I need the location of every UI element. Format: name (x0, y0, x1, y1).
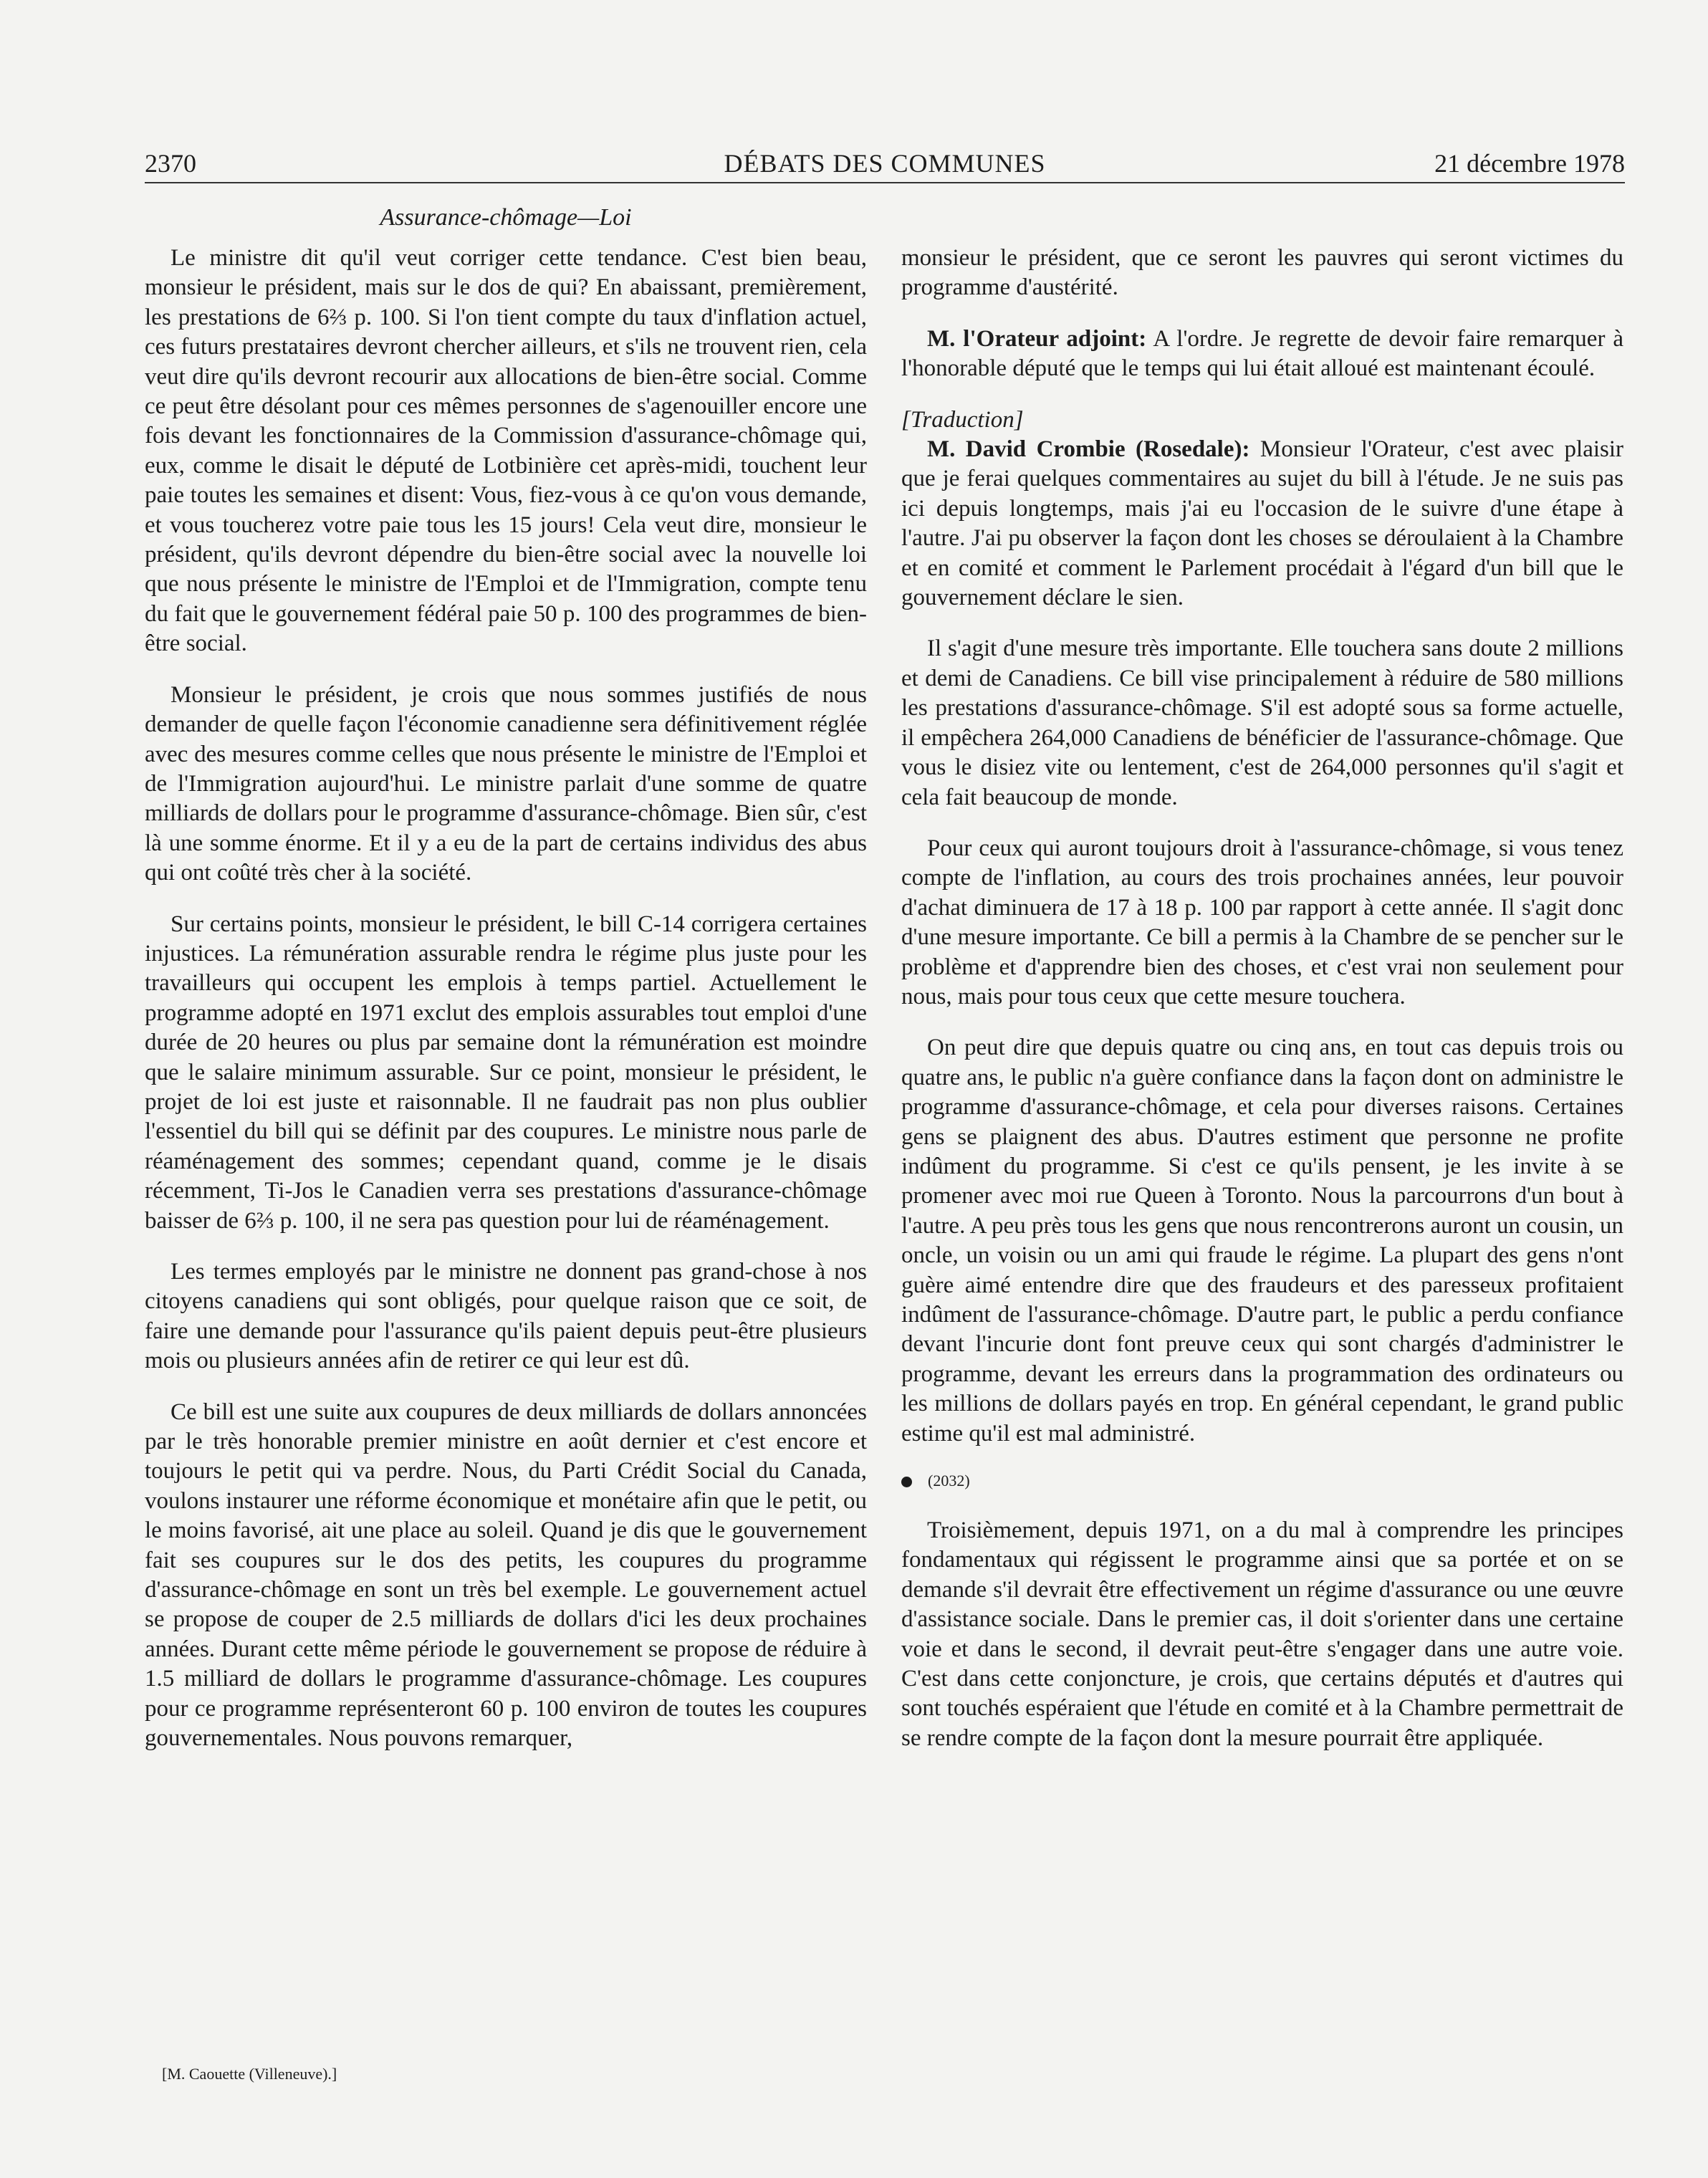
paragraph: On peut dire que depuis quatre ou cinq ans, en tout cas depuis trois ou quatre ans, le public n'a guère confiance dans la façon dont on administre le programme d'assurance-chômage, et cela pour diverses raisons. Certaines gens se plaignent des abus. D'autres estiment que personne ne profite indûment du programme. Si c'est ce qu'ils pensent, je les invite à se promener avec moi rue Queen à Toronto. Nous la parcourrons d'un bout à l'autre. A peu près tous les gens que nous rencontrerons auront un cousin, un oncle, un voisin ou un ami qui fraude le régime. La plupart des gens n'ont guère aimé entendre dire que des fraudeurs et des paresseux profitaient indûment de l'assurance-chômage. D'autre part, le public a perdu confiance devant l'incurie dont font preuve ceux qui sont chargés d'administrer le programme, devant les erreurs dans la programmation des ordinateurs ou les millions de dollars payés en trop. En général cependant, le grand public estime qu'il est mal administré. (901, 1035, 1623, 1447)
speaker-text: Monsieur l'Orateur, c'est avec plaisir que je ferai quelques commentaires au sujet du bill à l'étude. Je ne suis pas ici depuis longtemps, mais j'ai eu l'occasion de le suivre d'une étape à l'autre. J'ai pu observer la façon dont les choses se déroulaient à la Chambre et en comité et comment le Parlement procédait à l'égard d'un bill que le gouvernement déclare le sien. (901, 436, 1624, 611)
speaker-name: M. l'Orateur adjoint: (927, 325, 1147, 352)
speaker-paragraph (901, 325, 1623, 384)
paragraph: Le ministre dit qu'il veut corriger cette tendance. C'est bien beau, monsieur le président, mais sur le dos de qui? En abaissant, premièrement, les prestations de 6⅔ p. 100. Si l'on tient compte du taux d'inflation actuel, ces futurs prestataires devront chercher ailleurs, et s'ils ne trouvent rien, cela veut dire qu'ils devront recourir aux allocations de bien-être social. Comme ce peut être désolant pour ces mêmes personnes de s'agenouiller encore une fois devant les fonctionnaires de la Commission d'assurance-chômage qui, eux, comme le disait le député de Lotbinière cet après-midi, touchent leur paie toutes les semaines et disent: Vous, fiez-vous à ce qu'on vous demande, et vous toucherez votre paie tous les 15 jours! Cela veut dire, monsieur le président, qu'ils devront dépendre du bien-être social avec la nouvelle loi que nous présente le ministre de l'Emploi et de l'Immigration, compte tenu du fait que le gouvernement fédéral paie 50 p. 100 des programmes de bien-être social. (145, 245, 867, 657)
right-column (901, 244, 1623, 1753)
page-header (145, 146, 1625, 181)
translation-tag: [Traduction] (901, 406, 1024, 433)
left-column (145, 244, 867, 1754)
page-number: 2370 (145, 149, 196, 178)
speaker-paragraph (901, 435, 1623, 613)
paragraph: Les termes employés par le ministre ne donnent pas grand-chose à nos citoyens canadiens qui sont obligés, pour quelque raison que ce soit, de faire une demande pour l'assurance qu'ils paient depuis peut-être plusieurs mois ou plusieurs années afin de retirer ce qui leur est dû. (145, 1259, 867, 1374)
speaker-text: A l'ordre. Je regrette de devoir faire remarquer à l'honorable député que le temps qui lui était alloué est maintenant écoulé. (901, 325, 1624, 382)
paragraph-continued: monsieur le président, que ce seront les pauvres qui seront victimes du programme d'austérité. (901, 245, 1623, 301)
time-marker-label: (2032) (928, 1472, 970, 1490)
speaker-footnote: [M. Caouette (Villeneuve).] (162, 2065, 337, 2083)
publication-date: 21 décembre 1978 (1434, 149, 1625, 178)
publication-title: DÉBATS DES COMMUNES (724, 149, 1046, 178)
paragraph: Pour ceux qui auront toujours droit à l'assurance-chômage, si vous tenez compte de l'inflation, au cours des trois prochaines années, leur pouvoir d'achat diminuera de 17 à 18 p. 100 par rapport à cette année. Il s'agit donc d'une mesure importante. Ce bill a permis à la Chambre de se pencher sur le problème et d'apprendre bien des choses, et c'est vrai non seulement pour nous, mais pour tous ceux que cette mesure touchera. (901, 835, 1623, 1009)
paragraph: Sur certains points, monsieur le président, le bill C-14 corrigera certaines injustices. La rémunération assurable rendra le régime plus juste pour les travailleurs qui occupent les emplois à temps partiel. Actuellement le programme adopté en 1971 exclut des emplois assurables tout emploi d'une durée de 20 heures ou plus par semaine dont la rémunération est moindre que le salaire minimum assurable. Sur ce point, monsieur le président, le projet de loi est juste et raisonnable. Il ne faudrait pas non plus oublier l'essentiel du bill qui se définit par des coupures. Le ministre nous parle de réaménagement des sommes; cependant quand, comme je le disais récemment, Ti-Jos le Canadien verra ses prestations d'assurance-chômage baisser de 6⅔ p. 100, il ne sera pas question pour lui de réaménagement. (145, 911, 867, 1234)
paragraph: Troisièmement, depuis 1971, on a du mal à comprendre les principes fondamentaux qui régissent le programme ainsi que sa portée et on se demande s'il devrait être effectivement un régime d'assurance ou une œuvre d'assistance sociale. Dans le premier cas, il doit s'orienter dans une certaine voie et dans le second, il devrait peut-être s'engager dans une autre voie. C'est dans cette conjoncture, je crois, que certains députés et d'autres qui sont touchés espéraient que l'étude en comité et à la Chambre permettrait de se rendre compte de la façon dont la mesure pourrait être appliquée. (901, 1517, 1623, 1751)
time-marker (901, 1470, 1623, 1492)
paragraph: Monsieur le président, je crois que nous sommes justifiés de nous demander de quelle façon l'économie canadienne sera définitivement réglée avec des mesures comme celles que nous présente le ministre de l'Emploi et de l'Immigration aujourd'hui. Le ministre parlait d'une somme de quatre milliards de dollars pour le programme d'assurance-chômage. Bien sûr, c'est là une somme énorme. Et il y a eu de la part de certains individus des abus qui ont coûté très cher à la société. (145, 681, 867, 886)
bullet-icon (901, 1477, 912, 1487)
speaker-name: M. David Crombie (Rosedale): (927, 436, 1250, 463)
paragraph: Ce bill est une suite aux coupures de deux milliards de dollars annoncées par le très honorable premier ministre en août dernier et c'est encore et toujours le petit qui va perdre. Nous, du Parti Crédit Social du Canada, voulons instaurer une réforme économique et monétaire afin que le petit, ou le moins favorisé, ait une place au soleil. Quand je dis que le gouvernement fait ses coupures sur le dos des petits, les coupures du programme d'assurance-chômage en sont un très bel exemple. Le gouvernement actuel se propose de couper de 2.5 milliards de dollars d'ici les deux prochaines années. Durant cette même période le gouvernement se propose de réduire à 1.5 milliard de dollars le programme d'assurance-chômage. Les coupures pour ce programme représenteront 60 p. 100 environ de toutes les coupures gouvernementales. Nous pouvons remarquer, (145, 1399, 867, 1752)
subject-heading: Assurance-chômage—Loi (380, 204, 632, 231)
header-rule (145, 182, 1625, 183)
paragraph: Il s'agit d'une mesure très importante. Elle touchera sans doute 2 millions et demi de Canadiens. Ce bill vise principalement à réduire de 580 millions les prestations d'assurance-chômage. S'il est adopté sous sa forme actuelle, il empêchera 264,000 Canadiens de bénéficier de l'assurance-chômage. Que vous le disiez vite ou lentement, c'est de 264,000 personnes qu'il s'agit et cela fait beaucoup de monde. (901, 635, 1623, 810)
